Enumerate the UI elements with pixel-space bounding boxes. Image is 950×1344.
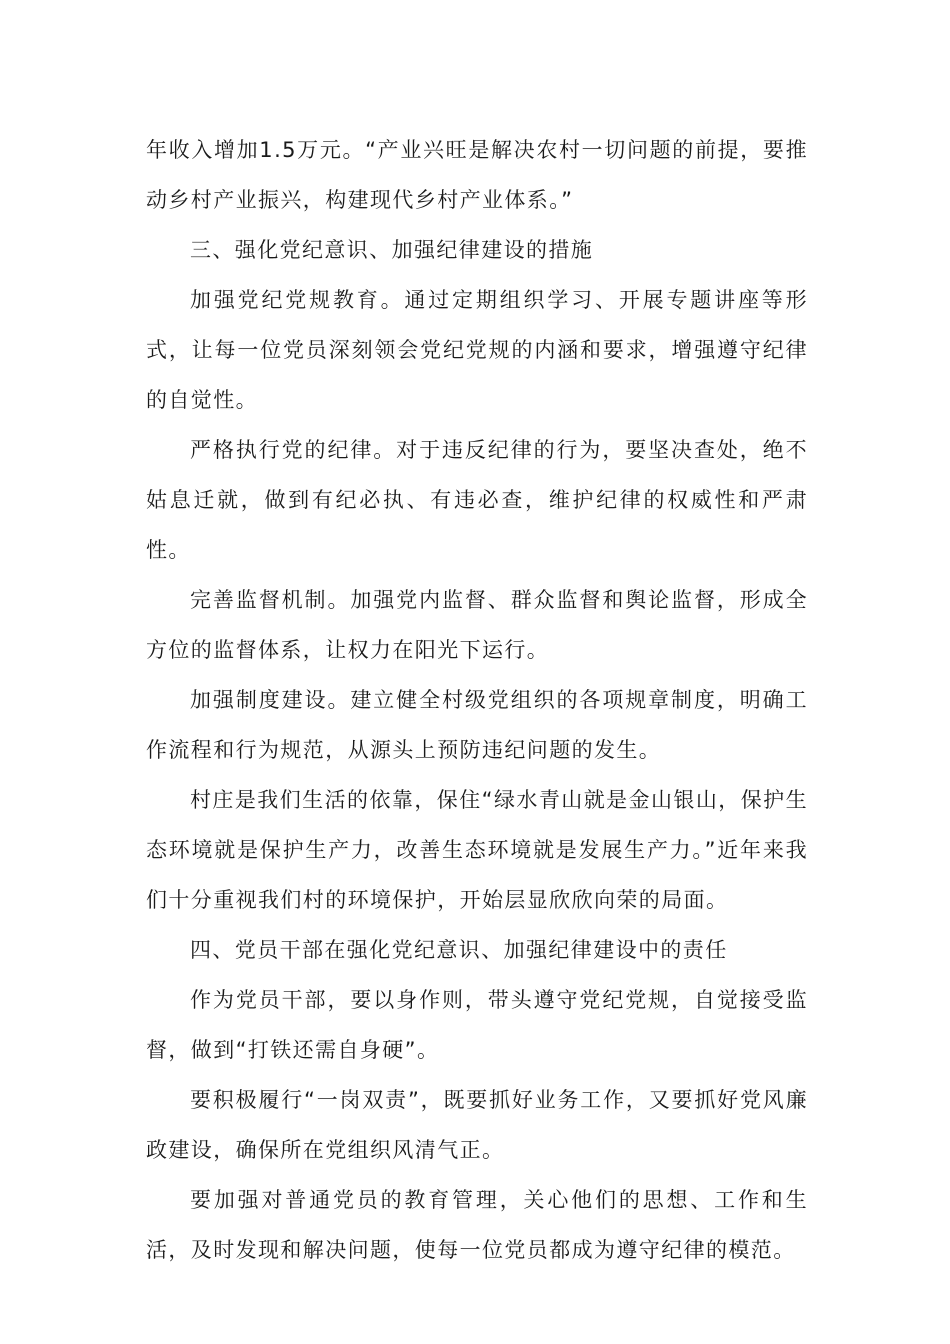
paragraph: 要加强对普通党员的教育管理，关心他们的思想、工作和生活，及时发现和解决问题，使每一位党员都成为遵守纪律的模范。	[146, 1188, 808, 1262]
paragraph: 严格执行党的纪律。对于违反纪律的行为，要坚决查处，绝不姑息迁就，做到有纪必执、有违必查，维护纪律的权威性和严肃性。	[146, 438, 808, 562]
section-heading-3: 三、强化党纪意识、加强纪律建设的措施	[190, 238, 594, 262]
paragraph: 加强党纪党规教育。通过定期组织学习、开展专题讲座等形式，让每一位党员深刻领会党纪党规的内涵和要求，增强遵守纪律的自觉性。	[146, 288, 808, 412]
paragraph: 完善监督机制。加强党内监督、群众监督和舆论监督，形成全方位的监督体系，让权力在阳光下运行。	[146, 588, 808, 662]
document-body	[146, 125, 808, 1275]
section-heading-4: 四、党员干部在强化党纪意识、加强纪律建设中的责任	[190, 938, 728, 962]
paragraph: 村庄是我们生活的依靠，保住“绿水青山就是金山银山，保护生态环境就是保护生产力，改善生态环境就是发展生产力。”近年来我们十分重视我们村的环境保护，开始层显欣欣向荣的局面。	[146, 788, 808, 912]
paragraph: 作为党员干部，要以身作则，带头遵守党纪党规，自觉接受监督，做到“打铁还需自身硬”。	[146, 988, 808, 1062]
paragraph: 加强制度建设。建立健全村级党组织的各项规章制度，明确工作流程和行为规范，从源头上预防违纪问题的发生。	[146, 688, 808, 762]
paragraph: 要积极履行“一岗双责”，既要抓好业务工作，又要抓好党风廉政建设，确保所在党组织风清气正。	[146, 1088, 808, 1162]
paragraph-continuation: 年收入增加1.5万元。“产业兴旺是解决农村一切问题的前提，要推动乡村产业振兴，构建现代乡村产业体系。”	[146, 138, 808, 212]
